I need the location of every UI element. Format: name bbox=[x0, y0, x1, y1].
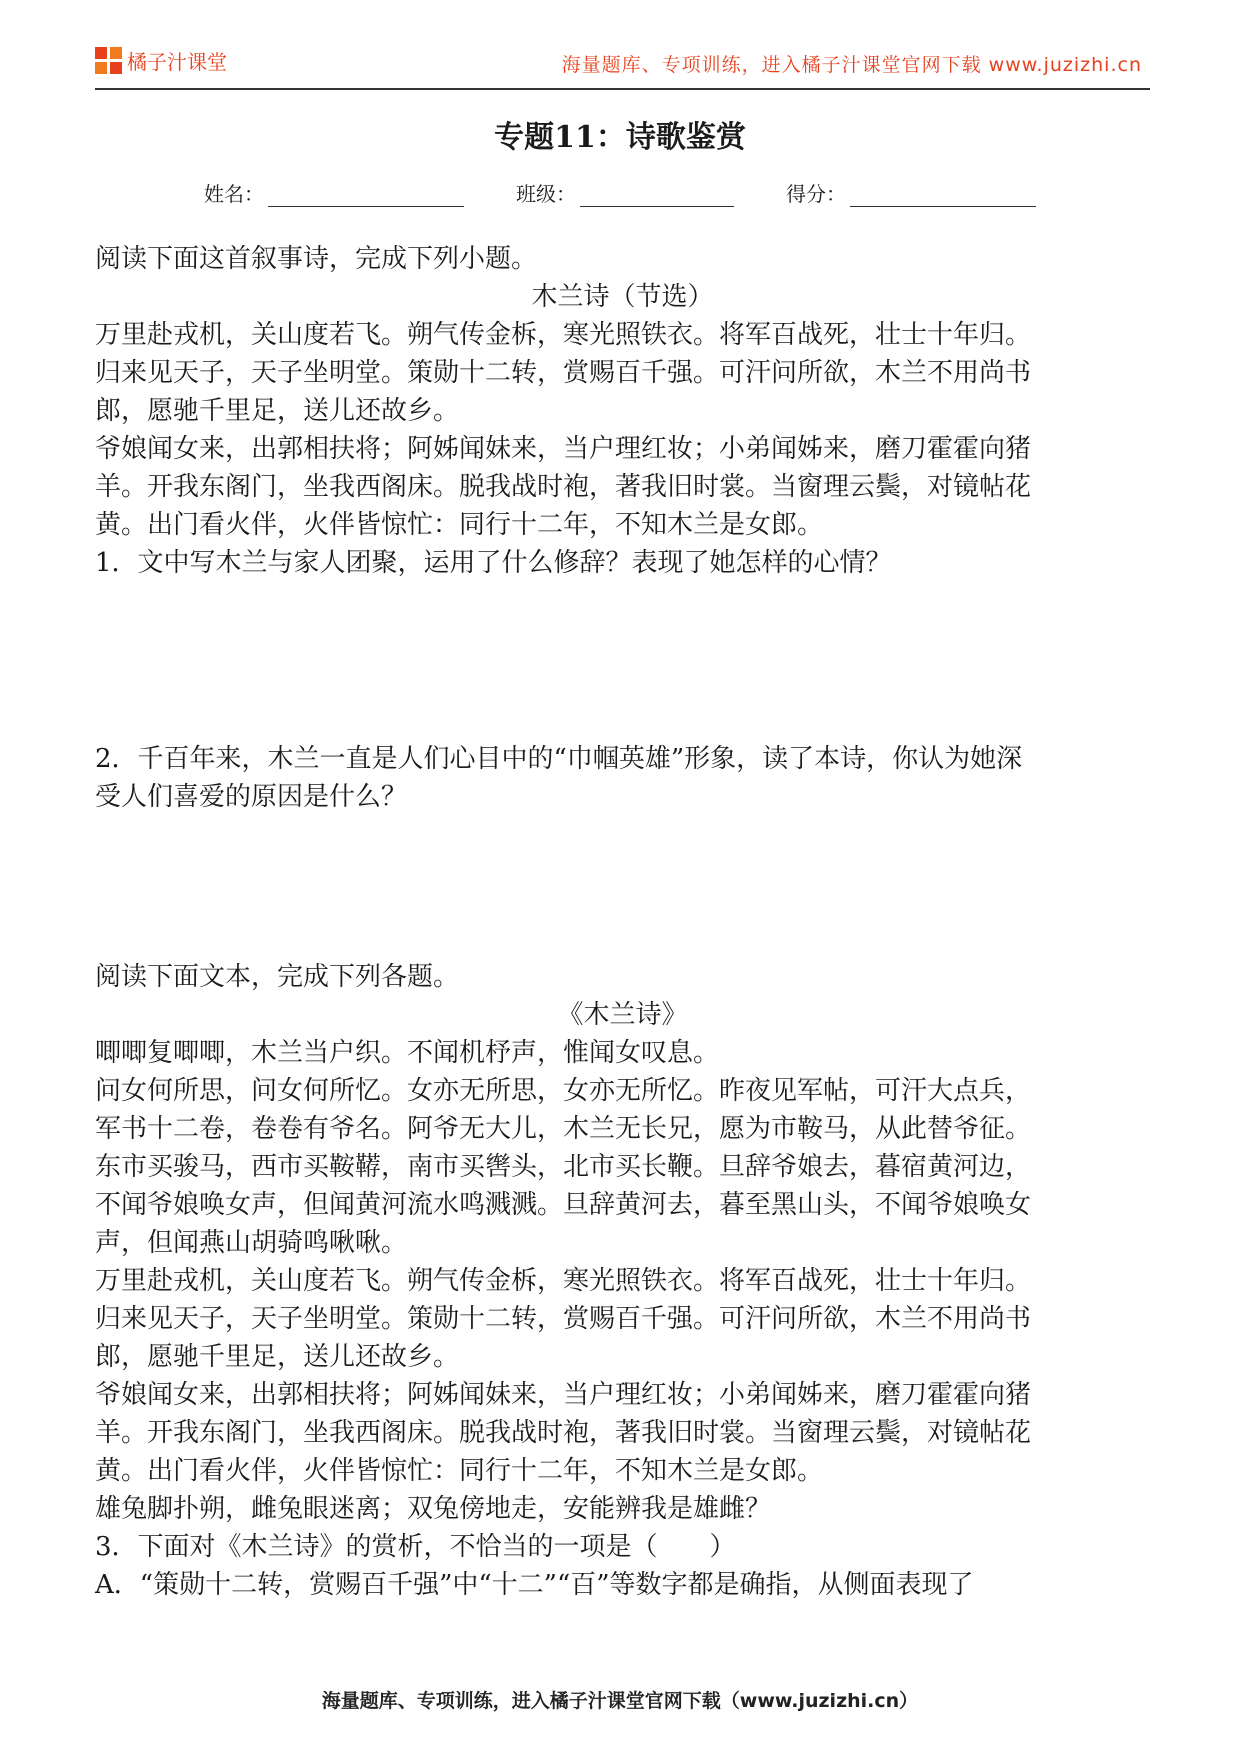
question-2-cont: 受人们喜爱的原因是什么？ bbox=[95, 782, 408, 812]
poem-line: 雄兔脚扑朔，雌兔眼迷离；双兔傍地走，安能辨我是雄雌？ bbox=[95, 1494, 772, 1524]
score-blank bbox=[850, 184, 1036, 207]
answer-space-1 bbox=[95, 582, 1150, 740]
poem-line: 羊。开我东阁门，坐我西阁床。脱我战时袍，著我旧时裳。当窗理云鬓，对镜帖花 bbox=[95, 1418, 1032, 1448]
section2-intro: 阅读下面文本，完成下列各题。 bbox=[95, 962, 460, 992]
poem-line: 爷娘闻女来，出郭相扶将；阿姊闻妹来，当户理红妆；小弟闻姊来，磨刀霍霍向猪 bbox=[95, 434, 1032, 464]
page-footer: 海量题库、专项训练，进入橘子汁课堂官网下载（www.juzizhi.cn） bbox=[321, 1690, 919, 1712]
answer-space-2 bbox=[95, 816, 1150, 958]
name-label: 姓名： bbox=[204, 182, 264, 206]
poem-line: 东市买骏马，西市买鞍鞯，南市买辔头，北市买长鞭。旦辞爷娘去，暮宿黄河边， bbox=[95, 1152, 1032, 1182]
poem-line: 黄。出门看火伴，火伴皆惊忙：同行十二年，不知木兰是女郎。 bbox=[95, 1456, 824, 1486]
poem-line: 黄。出门看火伴，火伴皆惊忙：同行十二年，不知木兰是女郎。 bbox=[95, 510, 824, 540]
section2-poem-title: 《木兰诗》 bbox=[557, 1000, 688, 1030]
poem-line: 郎，愿驰千里足，送儿还故乡。 bbox=[95, 396, 460, 426]
poem-line: 万里赴戎机，关山度若飞。朔气传金柝，寒光照铁衣。将军百战死，壮士十年归。 bbox=[95, 320, 1032, 350]
page-header bbox=[95, 40, 1150, 90]
score-field bbox=[786, 178, 1036, 207]
poem-line: 军书十二卷，卷卷有爷名。阿爷无大儿，木兰无长兄，愿为市鞍马，从此替爷征。 bbox=[95, 1114, 1032, 1144]
logo-text: 橘子汁课堂 bbox=[127, 50, 227, 74]
poem-line: 问女何所思，问女何所忆。女亦无所思，女亦无所忆。昨夜见军帖，可汗大点兵， bbox=[95, 1076, 1032, 1106]
poem-line: 归来见天子，天子坐明堂。策勋十二转，赏赐百千强。可汗问所欲，木兰不用尚书 bbox=[95, 358, 1032, 388]
name-field bbox=[204, 178, 464, 207]
logo bbox=[95, 46, 227, 75]
class-blank bbox=[580, 184, 734, 207]
poem-line: 郎，愿驰千里足，送儿还故乡。 bbox=[95, 1342, 460, 1372]
name-blank bbox=[268, 184, 464, 207]
option-a: A．“策勋十二转，赏赐百千强”中“十二”“百”等数字都是确指，从侧面表现了 bbox=[95, 1570, 974, 1600]
poem-line: 万里赴戎机，关山度若飞。朔气传金柝，寒光照铁衣。将军百战死，壮士十年归。 bbox=[95, 1266, 1032, 1296]
document-body bbox=[95, 240, 1150, 1604]
section1-poem-title: 木兰诗（节选） bbox=[531, 282, 714, 312]
page-title: 专题11：诗歌鉴赏 bbox=[494, 120, 746, 155]
student-info-row bbox=[0, 178, 1240, 207]
section1-intro: 阅读下面这首叙事诗，完成下列小题。 bbox=[95, 244, 538, 274]
poem-line: 归来见天子，天子坐明堂。策勋十二转，赏赐百千强。可汗问所欲，木兰不用尚书 bbox=[95, 1304, 1032, 1334]
poem-line: 声，但闻燕山胡骑鸣啾啾。 bbox=[95, 1228, 408, 1258]
poem-line: 唧唧复唧唧，木兰当户织。不闻机杼声，惟闻女叹息。 bbox=[95, 1038, 720, 1068]
class-field bbox=[516, 178, 734, 207]
question-3: 3．下面对《木兰诗》的赏析，不恰当的一项是（ ） bbox=[95, 1532, 736, 1562]
logo-icon bbox=[95, 47, 123, 75]
poem-line: 不闻爷娘唤女声，但闻黄河流水鸣溅溅。旦辞黄河去，暮至黑山头，不闻爷娘唤女 bbox=[95, 1190, 1032, 1220]
question-2: 2．千百年来，木兰一直是人们心目中的“巾帼英雄”形象，读了本诗，你认为她深 bbox=[95, 744, 1023, 774]
class-label: 班级： bbox=[516, 182, 576, 206]
score-label: 得分： bbox=[786, 182, 846, 206]
poem-line: 羊。开我东阁门，坐我西阁床。脱我战时袍，著我旧时裳。当窗理云鬓，对镜帖花 bbox=[95, 472, 1032, 502]
poem-line: 爷娘闻女来，出郭相扶将；阿姊闻妹来，当户理红妆；小弟闻姊来，磨刀霍霍向猪 bbox=[95, 1380, 1032, 1410]
question-1: 1．文中写木兰与家人团聚，运用了什么修辞？表现了她怎样的心情？ bbox=[95, 548, 892, 578]
header-slogan: 海量题库、专项训练，进入橘子汁课堂官网下载 www.juzizhi.cn bbox=[561, 54, 1142, 76]
